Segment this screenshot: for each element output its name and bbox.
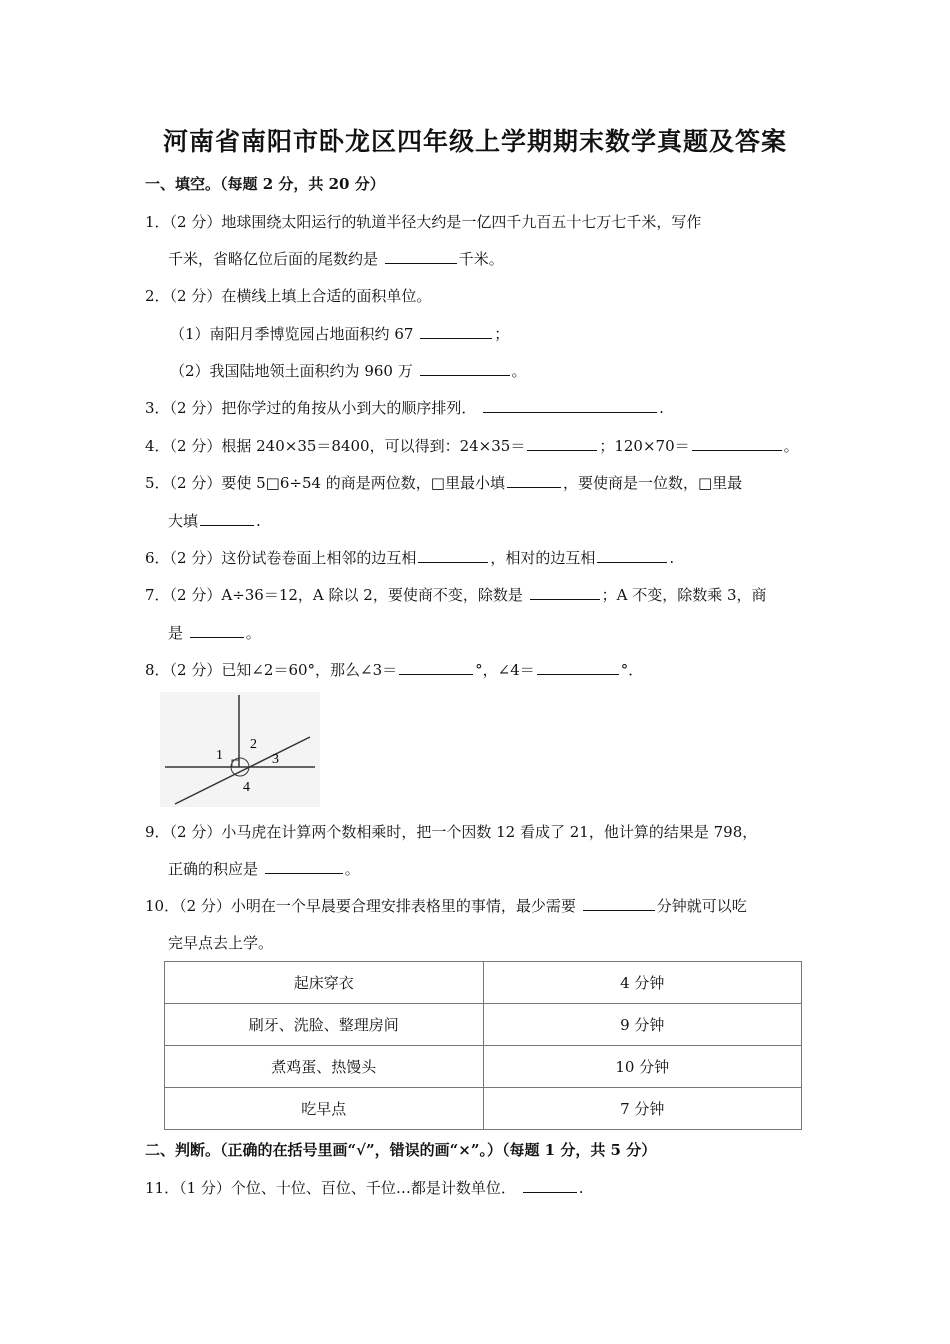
table-cell-task: 吃早点 bbox=[165, 1088, 484, 1130]
question-2-part-2-text: （2）我国陆地领土面积约为 960 万 bbox=[170, 362, 413, 380]
answer-blank[interactable] bbox=[597, 548, 667, 563]
page-title: 河南省南阳市卧龙区四年级上学期期末数学真题及答案 bbox=[162, 127, 787, 156]
question-10-line-2: 完早点去上学。 bbox=[168, 934, 274, 952]
question-5-text: 5．（2 分）要使 5□6÷54 的商是两位数，□里最小填 bbox=[145, 474, 505, 492]
question-2-part-1-text: （1）南阳月季博览园占地面积约 67 bbox=[170, 325, 414, 343]
table-cell-time: 4 分钟 bbox=[483, 962, 802, 1004]
punctuation: . bbox=[669, 549, 675, 567]
answer-blank[interactable] bbox=[507, 473, 561, 488]
question-7-text-3: 是 bbox=[168, 624, 184, 642]
punctuation: 。 bbox=[783, 437, 799, 455]
angle-label-1: 1 bbox=[216, 748, 223, 763]
question-1-unit: 千米。 bbox=[458, 250, 504, 268]
answer-blank[interactable] bbox=[399, 660, 473, 675]
figure-background bbox=[160, 692, 320, 807]
punctuation: . bbox=[659, 399, 664, 417]
question-4-text: 4．（2 分）根据 240×35＝8400，可以得到：24×35＝ bbox=[145, 437, 526, 455]
answer-blank[interactable] bbox=[530, 585, 600, 600]
angle-figure bbox=[160, 692, 320, 807]
answer-blank[interactable] bbox=[537, 660, 619, 675]
question-8 bbox=[145, 660, 643, 680]
answer-blank[interactable] bbox=[420, 361, 510, 376]
table-cell-task: 煮鸡蛋、热馒头 bbox=[165, 1046, 484, 1088]
punctuation: °． bbox=[620, 661, 644, 679]
section-heading-true-false: 二、判断。（正确的在括号里画“√”，错误的画“×”。）（每题 1 分，共 5 分） bbox=[145, 1141, 657, 1159]
angle-label-3: 3 bbox=[272, 752, 279, 767]
question-8-text-2: °，∠4＝ bbox=[475, 661, 535, 679]
question-1-text: 千米，省略亿位后面的尾数约是 bbox=[168, 250, 379, 268]
table-cell-task: 起床穿衣 bbox=[165, 962, 484, 1004]
punctuation: . bbox=[578, 1179, 584, 1197]
question-7-line-1 bbox=[145, 585, 767, 605]
question-5-text-3: 大填 bbox=[168, 512, 199, 530]
table-cell-time: 7 分钟 bbox=[483, 1088, 802, 1130]
question-9-text: 正确的积应是 bbox=[168, 860, 259, 878]
question-2-part-2 bbox=[170, 361, 527, 381]
question-2-line-1: 2．（2 分）在横线上填上合适的面积单位。 bbox=[145, 287, 432, 305]
question-3-text: 3．（2 分）把你学过的角按从小到大的顺序排列． bbox=[145, 399, 477, 417]
question-9-line-1: 9．（2 分）小马虎在计算两个数相乘时，把一个因数 12 看成了 21，他计算的结果是 798， bbox=[145, 823, 758, 841]
answer-blank[interactable] bbox=[200, 511, 254, 526]
question-6-text-2: ，相对的边互相 bbox=[490, 549, 596, 567]
question-6-text: 6．（2 分）这份试卷卷面上相邻的边互相 bbox=[145, 549, 417, 567]
angle-label-2: 2 bbox=[250, 737, 257, 752]
section-heading-fill-blank: 一、填空。（每题 2 分，共 20 分） bbox=[145, 175, 385, 193]
punctuation: . bbox=[256, 512, 261, 530]
answer-blank[interactable] bbox=[420, 324, 492, 339]
punctuation: ； bbox=[494, 325, 510, 343]
answer-blank[interactable] bbox=[527, 436, 597, 451]
punctuation: 。 bbox=[245, 624, 261, 642]
question-10-line-1 bbox=[145, 896, 747, 916]
question-7-text: 7．（2 分）A÷36＝12，A 除以 2，要使商不变，除数是 bbox=[145, 586, 523, 604]
question-5-text-2: ，要使商是一位数，□里最 bbox=[562, 474, 743, 492]
question-7-text-2: ；A 不变，除数乘 3，商 bbox=[601, 586, 767, 604]
answer-blank[interactable] bbox=[265, 859, 343, 874]
question-7-line-2 bbox=[168, 623, 261, 643]
table-cell-task: 刷牙、洗脸、整理房间 bbox=[165, 1004, 484, 1046]
question-4-text-2: ；120×70＝ bbox=[599, 437, 690, 455]
question-1-line-1: 1．（2 分）地球围绕太阳运行的轨道半径大约是一亿四千九百五十七万七千米，写作 bbox=[145, 213, 702, 231]
table-row bbox=[165, 1046, 802, 1088]
angle-label-4: 4 bbox=[243, 780, 250, 795]
answer-blank[interactable] bbox=[692, 436, 782, 451]
table-row bbox=[165, 1004, 802, 1046]
table-row bbox=[165, 962, 802, 1004]
question-6 bbox=[145, 548, 674, 568]
answer-blank[interactable] bbox=[418, 548, 488, 563]
question-11-text: 11．（1 分）个位、十位、百位、千位…都是计数单位． bbox=[145, 1179, 516, 1197]
question-5-line-1 bbox=[145, 473, 742, 493]
answer-blank[interactable] bbox=[190, 623, 244, 638]
punctuation: 。 bbox=[511, 362, 527, 380]
question-2-part-1 bbox=[170, 324, 509, 344]
table-row bbox=[165, 1088, 802, 1130]
question-3 bbox=[145, 398, 664, 418]
schedule-table bbox=[164, 961, 802, 1130]
table-cell-time: 9 分钟 bbox=[483, 1004, 802, 1046]
answer-blank[interactable] bbox=[385, 249, 457, 264]
question-4 bbox=[145, 436, 799, 456]
answer-blank[interactable] bbox=[483, 398, 657, 413]
question-11 bbox=[145, 1178, 583, 1198]
question-10-text-2: 分钟就可以吃 bbox=[656, 897, 747, 915]
answer-blank[interactable] bbox=[523, 1178, 577, 1193]
table-cell-time: 10 分钟 bbox=[483, 1046, 802, 1088]
answer-blank[interactable] bbox=[583, 896, 655, 911]
question-8-text: 8．（2 分）已知∠2＝60°，那么∠3＝ bbox=[145, 661, 398, 679]
question-10-text: 10．（2 分）小明在一个早晨要合理安排表格里的事情，最少需要 bbox=[145, 897, 576, 915]
question-5-line-2 bbox=[168, 511, 261, 531]
question-9-line-2 bbox=[168, 859, 360, 879]
punctuation: 。 bbox=[344, 860, 360, 878]
question-1-line-2 bbox=[168, 249, 504, 269]
